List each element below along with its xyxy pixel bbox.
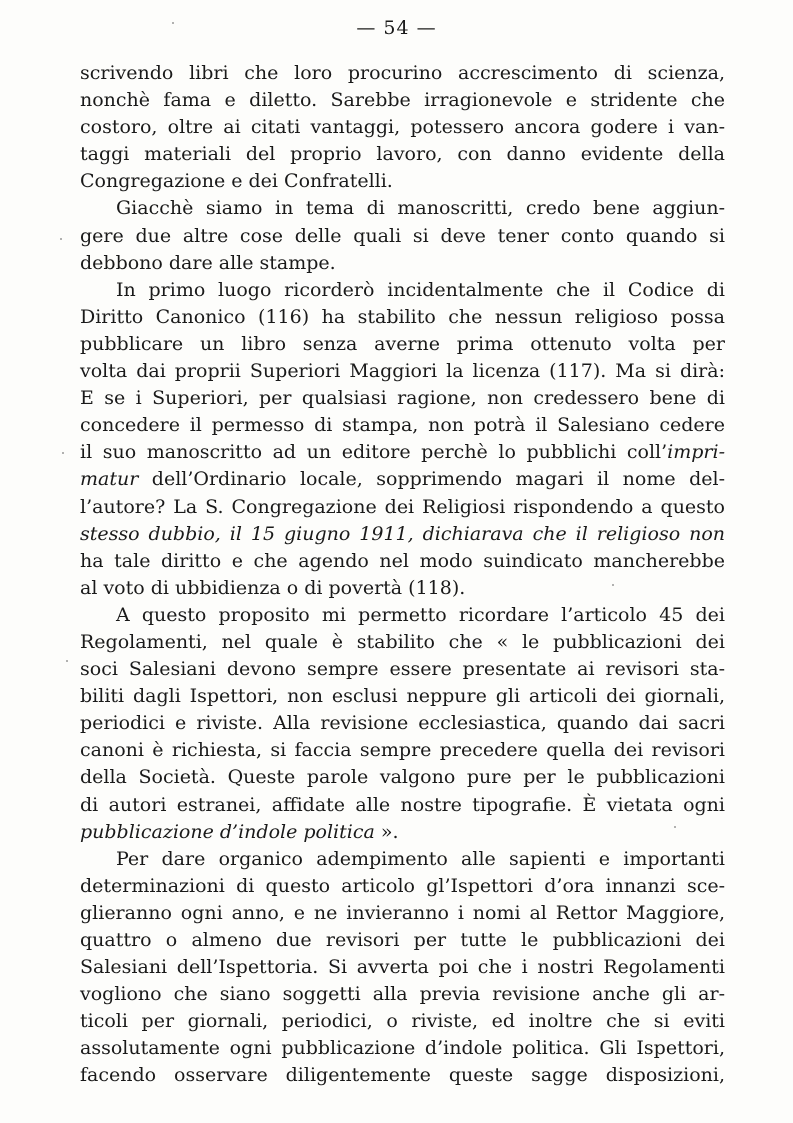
text-line: costoro, oltre ai citati vantaggi, potessero ancora godere i van-: [80, 116, 725, 139]
text-line: gere due altre cose delle quali si deve tener conto quando si: [80, 224, 725, 247]
text-line: taggi materiali del proprio lavoro, con danno evidente della: [80, 143, 725, 166]
text-line: E se i Superiori, per qualsiasi ragione, non credessero bene di: [80, 387, 725, 410]
text-line: [80, 521, 725, 548]
italic-span: pubblicazione d’indole politica: [80, 820, 375, 843]
text-line: di autori estranei, affidate alle nostre tipografie. È vietata ogni: [80, 793, 725, 816]
text-line: della Società. Queste parole valgono pure per le pubblicazioni: [80, 766, 725, 789]
text-line: Giacchè siamo in tema di manoscritti, credo bene aggiun-: [116, 197, 725, 220]
text-line: volta dai proprii Superiori Maggiori la licenza (117). Ma si dirà:: [80, 360, 725, 383]
scan-speck: [172, 22, 174, 24]
italic-span: matur: [80, 468, 139, 491]
text-line: al voto di ubbidienza o di povertà (118).: [80, 576, 466, 599]
scan-speck: [60, 238, 62, 240]
text-line: biliti dagli Ispettori, non esclusi neppure gli articoli dei giornali,: [80, 685, 725, 708]
text-line: A questo proposito mi permetto ricordare l’articolo 45 dei: [116, 603, 725, 626]
text-line: Congregazione e dei Confratelli.: [80, 170, 393, 193]
text-line: soci Salesiani devono sempre essere presentate ai revisori sta-: [80, 658, 725, 681]
scan-speck: [66, 660, 68, 662]
text-line: Regolamenti, nel quale è stabilito che « le pubblicazioni dei: [80, 630, 725, 653]
text-line: periodici e riviste. Alla revisione ecclesiastica, quando dai sacri: [80, 712, 725, 735]
italic-span: stesso dubbio, il 15 giugno 1911, dichiarava che il religioso non: [80, 522, 725, 545]
text-line: [80, 466, 725, 493]
text-span: ».: [374, 820, 399, 843]
text-line: assolutamente ogni pubblicazione d’indole politica. Gli Ispettori,: [80, 1037, 725, 1060]
scan-speck: [62, 452, 64, 454]
scan-speck: [674, 826, 676, 828]
text-line: ha tale diritto e che agendo nel modo suindicato mancherebbe: [80, 549, 725, 572]
text-line: concedere il permesso di stampa, non potrà il Salesiano cedere: [80, 414, 725, 437]
text-span: dell’Ordinario locale, sopprimendo magari il nome del-: [138, 468, 725, 491]
body-text: [80, 60, 725, 1090]
text-line: Salesiani dell’Ispettoria. Si avverta poi che i nostri Regolamenti: [80, 956, 725, 979]
text-line: vogliono che siano soggetti alla previa revisione anche gli ar-: [80, 983, 725, 1006]
text-line: Per dare organico adempimento alle sapienti e importanti: [116, 847, 725, 870]
text-line: canoni è richiesta, si faccia sempre precedere quella dei revisori: [80, 739, 725, 762]
text-line: determinazioni di questo articolo gl’Ispettori d’ora innanzi sce-: [80, 874, 725, 897]
text-line: pubblicare un libro senza averne prima ottenuto volta per: [80, 332, 725, 355]
text-line: debbono dare alle stampe.: [80, 251, 336, 274]
page-number: — 54 —: [356, 17, 437, 39]
text-line: scrivendo libri che loro procurino accrescimento di scienza,: [80, 62, 725, 84]
text-line: facendo osservare diligentemente queste sagge disposizioni,: [80, 1064, 725, 1087]
text-line: glieranno ogni anno, e ne invieranno i nomi al Rettor Maggiore,: [80, 901, 725, 924]
text-line: [80, 819, 725, 846]
text-line: nonchè fama e diletto. Sarebbe irragionevole e stridente che: [80, 89, 725, 112]
text-line: In primo luogo ricorderò incidentalmente che il Codice di: [116, 278, 725, 301]
text-line: quattro o almeno due revisori per tutte le pubblicazioni dei: [80, 929, 725, 951]
text-line: ticoli per giornali, periodici, o riviste, ed inoltre che si eviti: [80, 1010, 725, 1033]
text-line: Diritto Canonico (116) ha stabilito che nessun religioso possa: [80, 305, 725, 328]
text-line: l’autore? La S. Congregazione dei Religiosi rispondendo a questo: [80, 495, 725, 518]
text-span: il suo manoscritto ad un editore perchè lo pubblichi coll’: [80, 441, 668, 464]
text-line: [80, 439, 725, 466]
scan-speck: [612, 584, 614, 586]
italic-span: impri-: [667, 441, 725, 464]
